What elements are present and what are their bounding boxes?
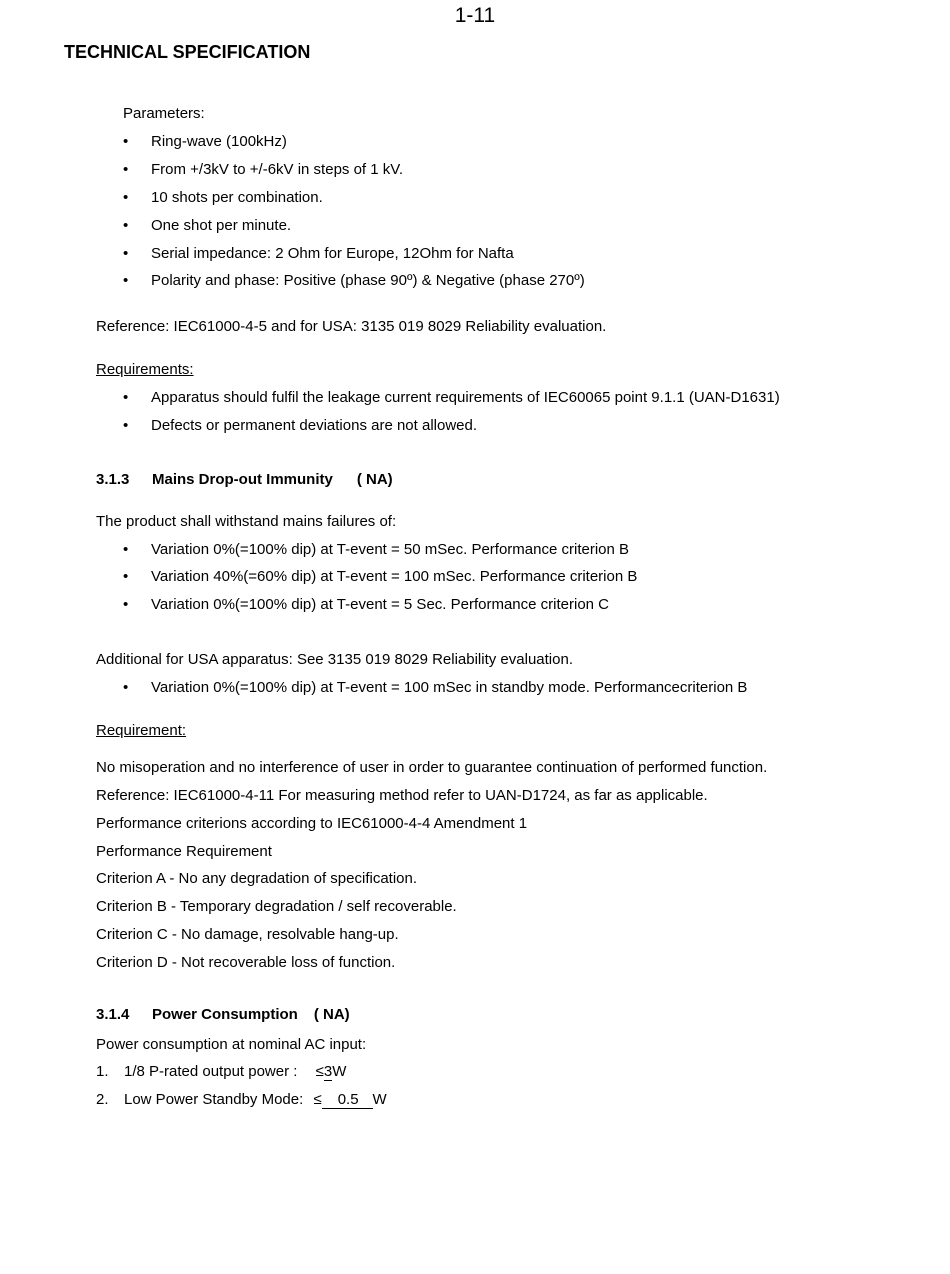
additional-paragraph: Additional for USA apparatus: See 3135 019 8029 Reliability evaluation. xyxy=(96,651,573,668)
section-intro: The product shall withstand mains failures of: xyxy=(96,513,397,530)
requirement-heading: Requirement: xyxy=(96,722,187,739)
requirement-line: Performance Requirement xyxy=(96,843,272,860)
item-number: 1. xyxy=(96,1063,109,1080)
power-item xyxy=(96,1091,496,1109)
section-heading-3-1-4 xyxy=(96,1006,350,1024)
bullet-icon: • xyxy=(123,596,129,613)
section-tag: ( NA) xyxy=(356,471,393,488)
power-value: 0.5 xyxy=(322,1092,373,1109)
section-title: Power Consumption xyxy=(152,1006,298,1023)
bullet-icon: • xyxy=(123,161,129,178)
section-title: Mains Drop-out Immunity xyxy=(152,471,333,488)
power-unit: W xyxy=(372,1091,387,1108)
bullet-icon: • xyxy=(123,217,129,234)
section-number: 3.1.4 xyxy=(96,1006,130,1023)
criterion-line: Criterion B - Temporary degradation / self recoverable. xyxy=(96,898,457,915)
power-value: 3 xyxy=(323,1063,333,1080)
bullet-icon: • xyxy=(123,272,129,289)
bullet-icon: • xyxy=(123,541,129,558)
requirements-heading: Requirements: xyxy=(96,361,194,378)
bullet-icon: • xyxy=(123,389,129,406)
le-symbol: ≤ xyxy=(313,1091,322,1108)
section-tag: ( NA) xyxy=(313,1006,350,1023)
section-intro: Power consumption at nominal AC input: xyxy=(96,1036,367,1053)
bullet-icon: • xyxy=(123,679,129,696)
section-number: 3.1.3 xyxy=(96,471,130,488)
criterion-line: Criterion A - No any degradation of specification. xyxy=(96,870,418,887)
requirement-line: No misoperation and no interference of user in order to guarantee continuation of performed function. xyxy=(96,759,768,776)
bullet-icon: • xyxy=(123,568,129,585)
le-symbol: ≤ xyxy=(315,1063,324,1080)
requirement-line: Reference: IEC61000-4-11 For measuring method refer to UAN-D1724, as far as applicable. xyxy=(96,787,708,804)
requirement-line: Performance criterions according to IEC61000-4-4 Amendment 1 xyxy=(96,815,528,832)
bullet-icon: • xyxy=(123,417,129,434)
bullet-icon: • xyxy=(123,133,129,150)
page-number: 1-11 xyxy=(454,4,496,27)
reference-paragraph: Reference: IEC61000-4-5 and for USA: 3135 019 8029 Reliability evaluation. xyxy=(96,318,607,335)
criterion-line: Criterion C - No damage, resolvable hang-up. xyxy=(96,926,399,943)
parameters-label: Parameters: xyxy=(123,105,205,122)
item-label: Low Power Standby Mode: xyxy=(124,1091,304,1108)
item-label: 1/8 P-rated output power : xyxy=(124,1063,298,1080)
bullet-icon: • xyxy=(123,189,129,206)
document-title: TECHNICAL SPECIFICATION xyxy=(64,42,311,62)
criterion-line: Criterion D - Not recoverable loss of function. xyxy=(96,954,396,971)
power-item xyxy=(96,1063,496,1081)
item-number: 2. xyxy=(96,1091,109,1108)
section-heading-3-1-3 xyxy=(96,471,393,489)
power-unit: W xyxy=(332,1063,347,1080)
bullet-icon: • xyxy=(123,245,129,262)
